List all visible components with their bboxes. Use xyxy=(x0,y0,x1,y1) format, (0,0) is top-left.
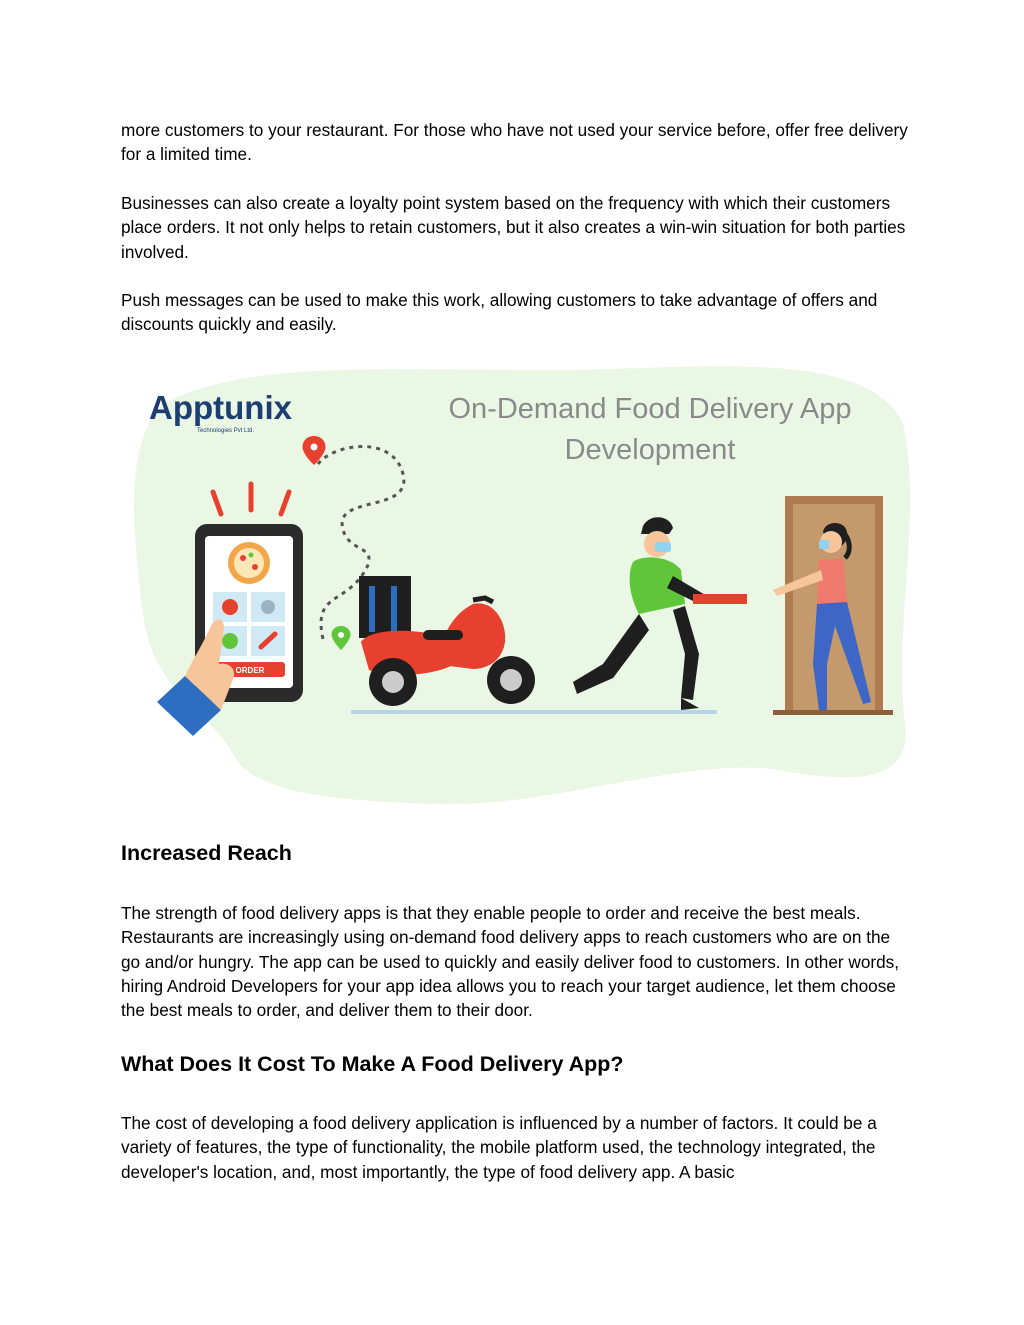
paragraph-push: Push messages can be used to make this work, allowing customers to take advantage of offers and discounts quickly and easily. xyxy=(121,290,878,335)
hero-title-line2: Development xyxy=(564,434,736,466)
paragraph-intro: more customers to your restaurant. For those who have not used your service before, offer free delivery for a limited time. xyxy=(121,120,908,165)
paragraph-reach: The strength of food delivery apps is that they enable people to order and receive the best meals. Restaurants are increasingly using on-demand food delivery apps to reach customers who are on the go and/or hungry. The app can be used to quickly and easily deliver food to customers. In other words, hiring Android Developers for your app idea allows you to reach your target audience, let them choose the best meals to order, and deliver them to their door. xyxy=(121,903,900,1021)
heading-cost: What Does It Cost To Make A Food Delivery App? xyxy=(121,1052,624,1076)
heading-increased-reach: Increased Reach xyxy=(121,841,292,865)
hero-title-line1: On-Demand Food Delivery App xyxy=(448,393,852,425)
paragraph-loyalty: Businesses can also create a loyalty point system based on the frequency with which their customers place orders. It not only helps to retain customers, but it also creates a win-win situation for both parties involved. xyxy=(121,193,906,262)
brand-logo: Apptunix xyxy=(149,389,292,426)
food-delivery-illustration xyxy=(133,364,913,808)
phone-order-button-label: ORDER xyxy=(235,666,265,675)
brand-subtitle: Technologies Pvt Ltd. xyxy=(197,428,255,434)
paragraph-cost: The cost of developing a food delivery application is influenced by a number of factors. It could be a variety of features, the type of functionality, the mobile platform used, the technology integrated, the developer's location, and, most importantly, the type of food delivery app. A basic xyxy=(121,1113,877,1182)
ground-line xyxy=(351,710,717,714)
